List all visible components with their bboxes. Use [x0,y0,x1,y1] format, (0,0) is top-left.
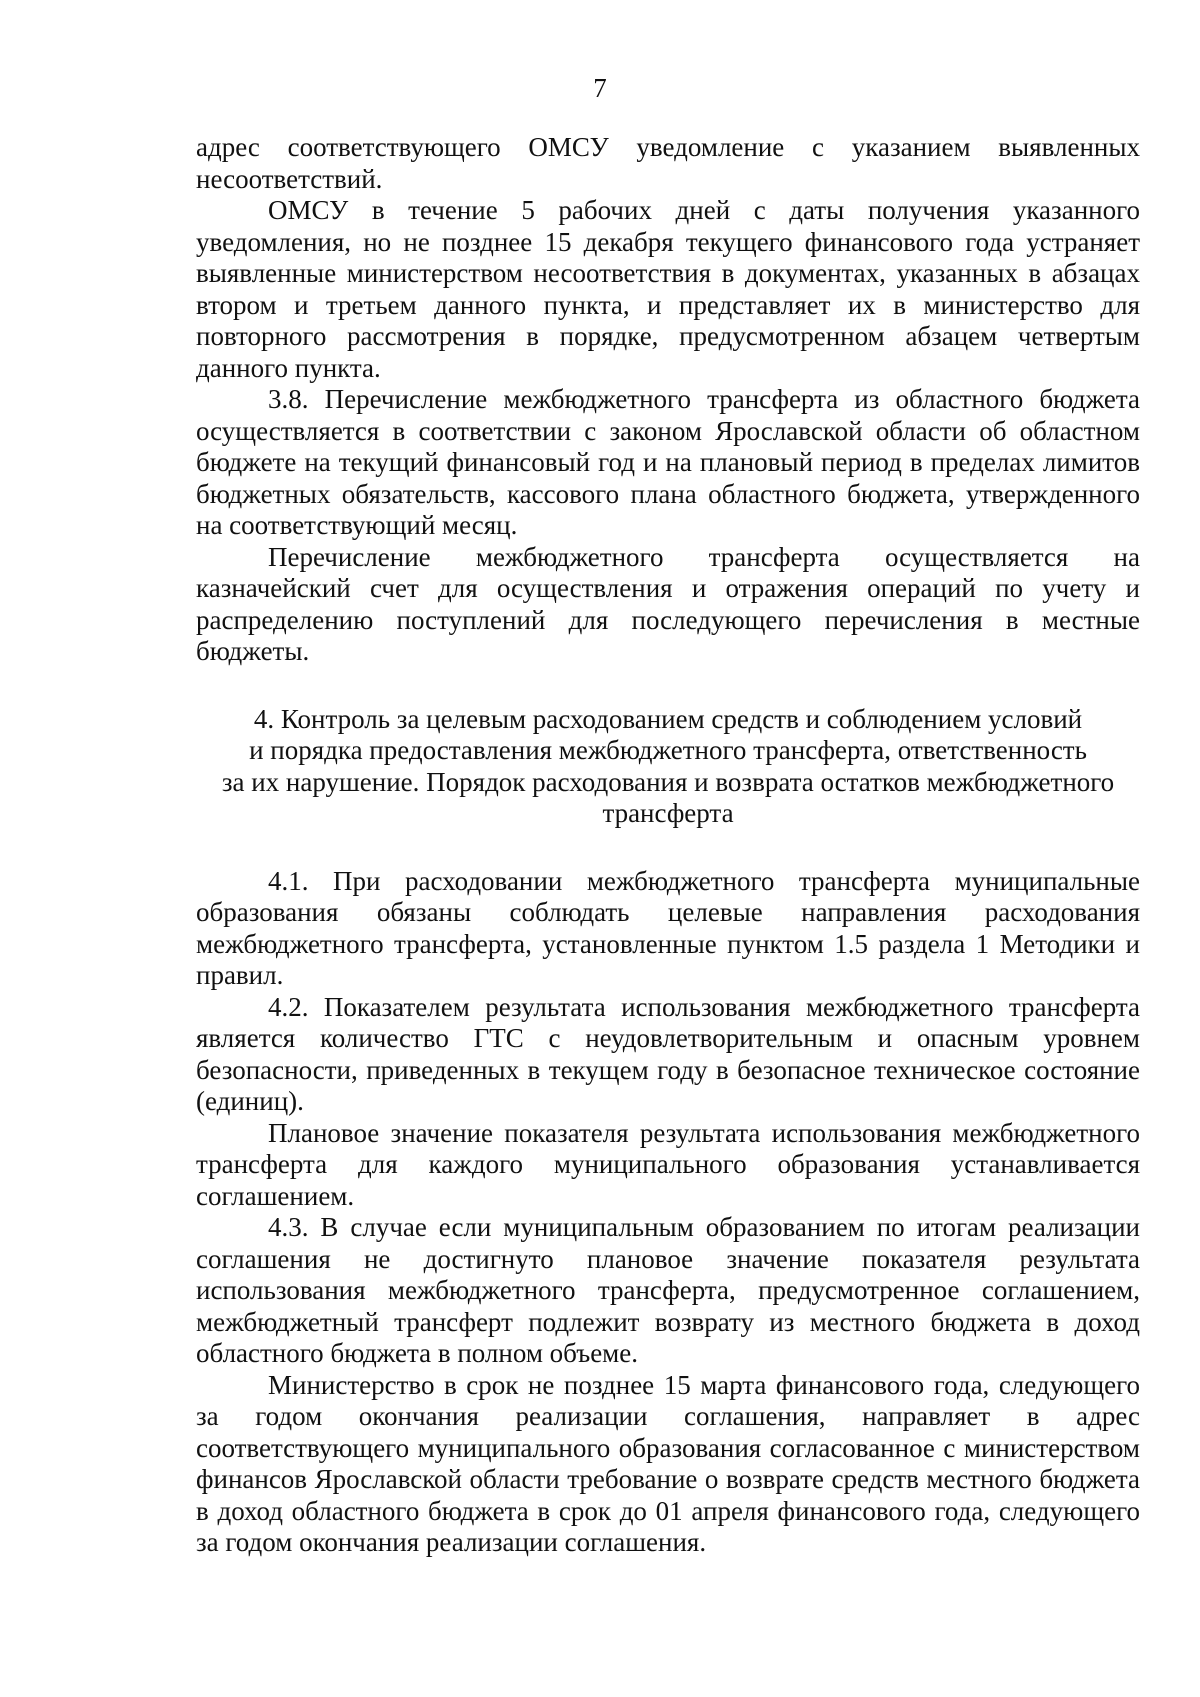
section-heading-line: и порядка предоставления межбюджетного трансферта, ответственность [249,735,1087,765]
paragraph: адрес соответствующего ОМСУ уведомление с указанием выявленных несоответствий. [196,132,1140,194]
page-number: 7 [593,73,607,103]
section-heading-line: 4. Контроль за целевым расходованием средств и соблюдением условий [253,703,1083,734]
section-heading-line: трансферта [602,798,734,828]
paragraph: ОМСУ в течение 5 рабочих дней с даты получения указанного уведомления, но не позднее 15 декабря текущего финансового года устраняет выявленные министерством несоответствия в документах, указанных в абзацах втором и третьем данного пункта, и представляет их в министерство для повторного рассмотрения в порядке, предусмотренном абзацем четвертым данного пункта. [196,195,1140,383]
document-body [196,132,1140,1559]
paragraph: 4.1. При расходовании межбюджетного трансферта муниципальные образования обязаны соблюдать целевые направления расходования межбюджетного трансферта, установленные пунктом 1.5 раздела 1 Методики и правил. [196,865,1140,990]
paragraph: 4.2. Показателем результата использования межбюджетного трансферта является количество ГТС с неудовлетворительным и опасным уровнем безопасности, приведенных в текущем году в безопасное техническое состояние (единиц). [196,991,1140,1116]
paragraph: 3.8. Перечисление межбюджетного трансферта из областного бюджета осуществляется в соответствии с законом Ярославской области об областном бюджете на текущий финансовый год и на плановый период в пределах лимитов бюджетных обязательств, кассового плана областного бюджета, утвержденного на соответствующий месяц. [196,384,1140,540]
paragraph: 4.3. В случае если муниципальным образованием по итогам реализации соглашения не достигнуто плановое значение показателя результата использования межбюджетного трансферта, предусмотренное соглашением, межбюджетный трансферт подлежит возврату из местного бюджета в доход областного бюджета в полном объеме. [196,1212,1140,1368]
paragraph: Плановое значение показателя результата использования межбюджетного трансферта для каждого муниципального образования устанавливается соглашением. [196,1117,1140,1211]
section-heading [196,704,1140,830]
paragraph: Перечисление межбюджетного трансферта осуществляется на казначейский счет для осуществления и отражения операций по учету и распределению поступлений для последующего перечисления в местные бюджеты. [196,541,1140,666]
paragraph: Министерство в срок не позднее 15 марта финансового года, следующего за годом окончания реализации соглашения, направляет в адрес соответствующего муниципального образования согласованное с министерством финансов Ярославской области требование о возврате средств местного бюджета в доход областного бюджета в срок до 01 апреля финансового года, следующего за годом окончания реализации соглашения. [196,1369,1140,1557]
section-heading-line: за их нарушение. Порядок расходования и возврата остатков межбюджетного [221,766,1115,797]
